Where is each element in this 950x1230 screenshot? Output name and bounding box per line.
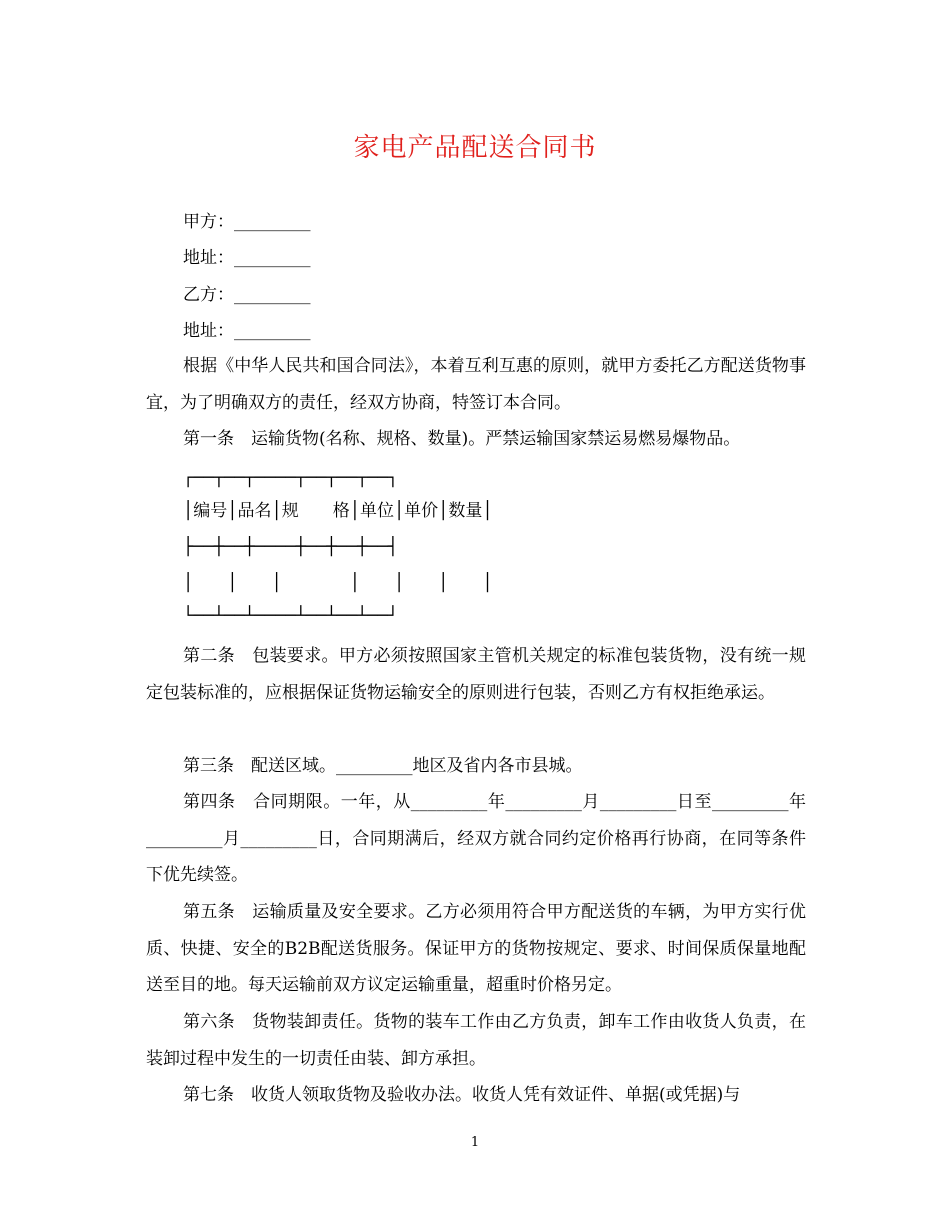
article-7-paragraph: 第七条 收货人领取货物及验收办法。收货人凭有效证件、单据(或凭据)与 bbox=[183, 1085, 741, 1105]
document-title: 家电产品配送合同书 bbox=[353, 133, 597, 163]
party-b-address-line: 地址：_________ bbox=[183, 321, 311, 341]
goods-table-empty-row: │ │ │ │ │ │ │ bbox=[183, 573, 493, 593]
goods-table-bottom-border: └──┴──┴────┴──┴──┴──┘ bbox=[183, 606, 398, 626]
article-2-paragraph: 第二条 包装要求。甲方必须按照国家主管机关规定的标准包装货物，没有统一规定包装标准的，应根据保证货物运输安全的原则进行包装，否则乙方有权拒绝承运。 bbox=[146, 646, 806, 703]
goods-table-top-border: ┌──┬──┬────┬──┬──┬──┐ bbox=[183, 468, 398, 488]
party-a-address-line: 地址：_________ bbox=[183, 248, 311, 268]
article-1-paragraph: 第一条 运输货物(名称、规格、数量)。严禁运输国家禁运易燃易爆物品。 bbox=[183, 429, 741, 449]
goods-table-mid-border: ├──┼──┼────┼──┼──┼──┤ bbox=[183, 537, 398, 557]
page-number: 1 bbox=[470, 1135, 480, 1150]
article-4-paragraph: 第四条 合同期限。一年，从_________年_________月_________日至_________年_________月_________日，合同期满后，经双方就合同约定价格再行协商，在同等条件下优先续签。 bbox=[146, 792, 806, 885]
article-3-paragraph: 第三条 配送区域。_________地区及省内各市县城。 bbox=[183, 756, 583, 776]
goods-table-header-row: │编号│品名│规 格│单位│单价│数量│ bbox=[183, 501, 493, 521]
party-b-line: 乙方：_________ bbox=[183, 285, 311, 305]
article-5-paragraph: 第五条 运输质量及安全要求。乙方必须用符合甲方配送货的车辆，为甲方实行优质、快捷、安全的B2B配送货服务。保证甲方的货物按规定、要求、时间保质保量地配送至目的地。每天运输前双方议定运输重量，超重时价格另定。 bbox=[146, 902, 806, 995]
article-6-paragraph: 第六条 货物装卸责任。货物的装车工作由乙方负责，卸车工作由收货人负责，在装卸过程中发生的一切责任由装、卸方承担。 bbox=[146, 1012, 806, 1069]
party-a-line: 甲方：_________ bbox=[183, 212, 311, 232]
preamble-paragraph: 根据《中华人民共和国合同法》，本着互利互惠的原则，就甲方委托乙方配送货物事宜，为了明确双方的责任，经双方协商，特签订本合同。 bbox=[146, 356, 806, 413]
